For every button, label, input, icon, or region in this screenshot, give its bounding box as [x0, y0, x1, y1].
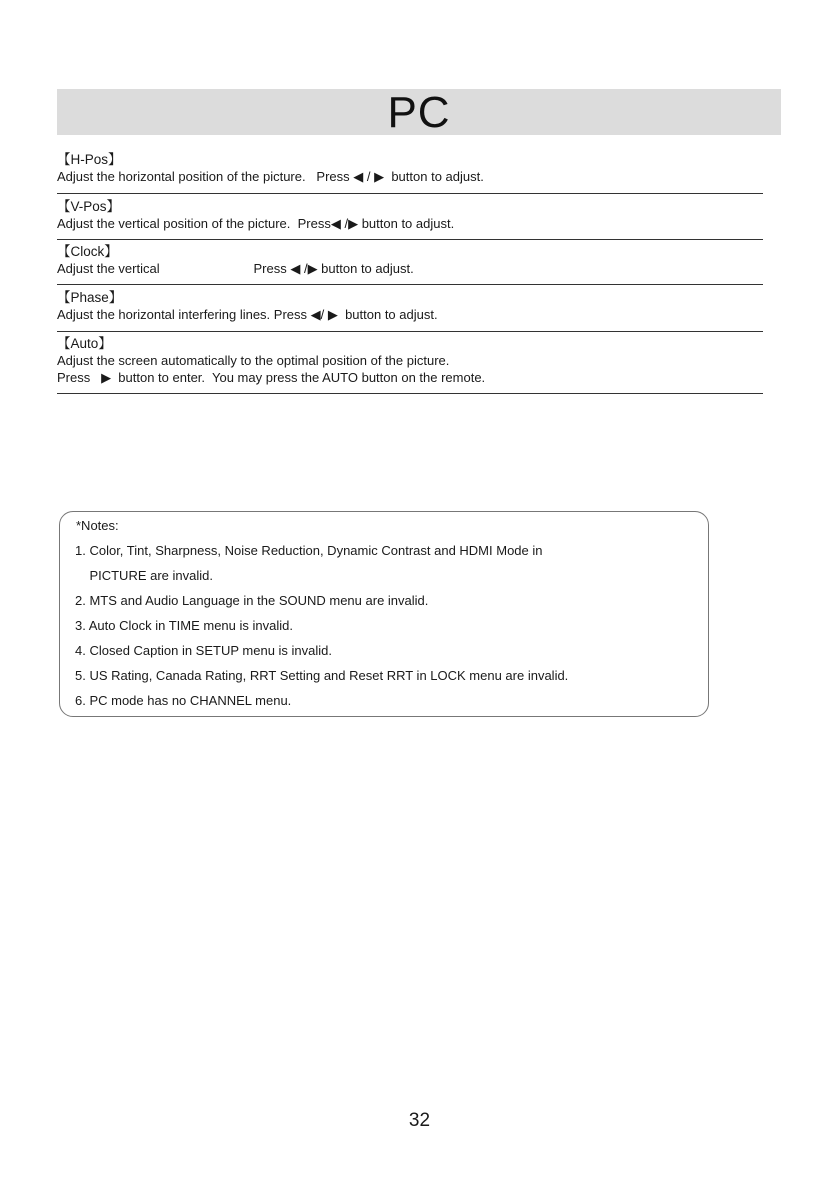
- section-phase: [57, 289, 763, 332]
- section-heading: 【Clock】: [57, 244, 118, 259]
- notes-title: *Notes:: [76, 518, 119, 533]
- section-h-pos: [57, 151, 763, 194]
- note-item: 6. PC mode has no CHANNEL menu.: [75, 693, 292, 708]
- section-heading: 【Phase】: [57, 290, 123, 305]
- note-item: 4. Closed Caption in SETUP menu is invalid.: [75, 643, 332, 658]
- page-number: 32: [408, 1110, 431, 1131]
- section-text: Press ▶ button to enter. You may press the AUTO button on the remote.: [57, 370, 486, 385]
- page-title: PC: [387, 88, 451, 137]
- section-text: Adjust the horizontal interfering lines. Press ◀/ ▶ button to adjust.: [57, 307, 438, 322]
- section-text: Adjust the screen automatically to the optimal position of the picture.: [57, 353, 450, 368]
- section-text: Adjust the vertical Press ◀ /▶ button to adjust.: [57, 261, 414, 276]
- section-clock: [57, 243, 763, 285]
- section-text: Adjust the horizontal position of the picture. Press ◀ / ▶ button to adjust.: [57, 169, 484, 184]
- section-heading: 【H-Pos】: [57, 152, 122, 167]
- notes-box: [59, 511, 709, 717]
- title-bar: [57, 89, 781, 135]
- note-item: 1. Color, Tint, Sharpness, Noise Reduction, Dynamic Contrast and HDMI Mode in: [75, 543, 543, 558]
- section-heading: 【V-Pos】: [57, 199, 121, 214]
- section-auto: [57, 335, 763, 394]
- note-item: PICTURE are invalid.: [75, 568, 213, 583]
- section-v-pos: [57, 198, 763, 240]
- note-item: 5. US Rating, Canada Rating, RRT Setting and Reset RRT in LOCK menu are invalid.: [75, 668, 569, 683]
- section-text: Adjust the vertical position of the picture. Press◀ /▶ button to adjust.: [57, 216, 455, 231]
- note-item: 2. MTS and Audio Language in the SOUND menu are invalid.: [75, 593, 429, 608]
- section-heading: 【Auto】: [57, 336, 112, 351]
- note-item: 3. Auto Clock in TIME menu is invalid.: [75, 618, 293, 633]
